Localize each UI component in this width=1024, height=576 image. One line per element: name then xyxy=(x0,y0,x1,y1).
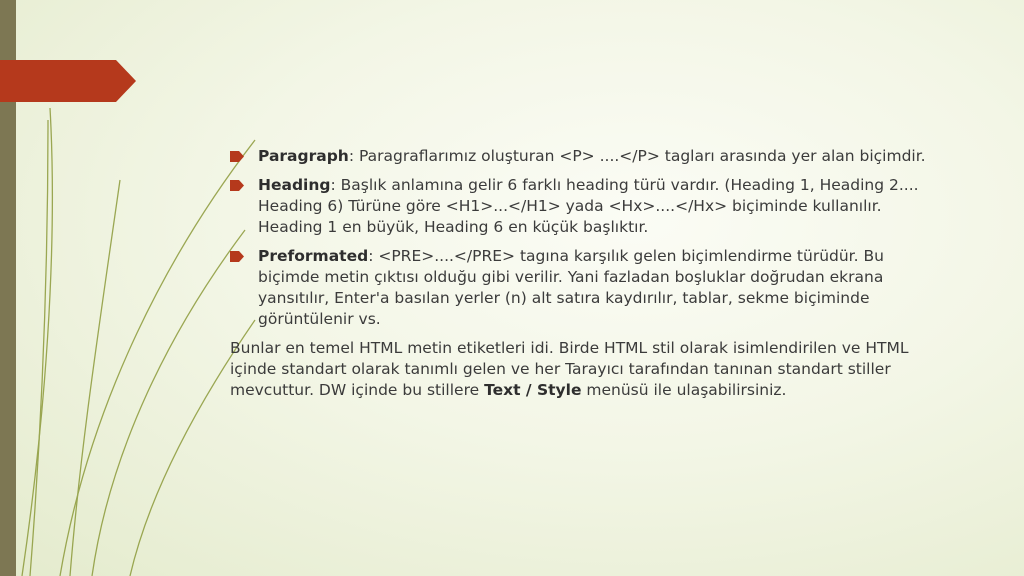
paragraph-text-before: Bunlar en temel HTML metin etiketleri idi. Birde HTML stil olarak isimlendirilen ve HTML içinde standart olarak tanımlı gelen ve her Tarayıcı tarafından tanınan standart stiller mevcuttur. DW içinde bu stillere xyxy=(230,339,909,399)
arrow-bullet-icon xyxy=(230,151,244,162)
slide-content xyxy=(230,146,950,401)
bullet-text: : <PRE>....</PRE> tagına karşılık gelen biçimlendirme türüdür. Bu biçimde metin çıktısı olduğu gibi verilir. Yani fazladan boşluklar doğrudan ekrana yansıtılır, Enter'a basılan yerler (n) alt satıra kaydırılır, tablar, sekme biçiminde görüntülenir vs. xyxy=(258,247,884,328)
bullet-text: : Başlık anlamına gelir 6 farklı heading türü vardır. (Heading 1, Heading 2.... Heading 6) Türüne göre <H1>...</H1> yada <Hx>....</Hx> biçiminde kullanılır. Heading 1 en büyük, Heading 6 en küçük başlıktır. xyxy=(258,176,919,236)
bullet-term: Heading xyxy=(258,176,331,194)
bullet-preformated xyxy=(230,246,950,330)
arrow-bullet-icon xyxy=(230,251,244,262)
bullet-paragraph xyxy=(230,146,950,167)
summary-paragraph xyxy=(230,338,950,401)
accent-arrow-shape xyxy=(0,60,136,102)
arrow-bullet-icon xyxy=(230,180,244,191)
bullet-term: Preformated xyxy=(258,247,369,265)
bullet-text: : Paragraflarımız oluşturan <P> ....</P> tagları arasında yer alan biçimdir. xyxy=(348,147,926,165)
bullet-term: Paragraph xyxy=(258,147,349,165)
paragraph-text-after: menüsü ile ulaşabilirsiniz. xyxy=(581,381,787,399)
paragraph-bold-text: Text / Style xyxy=(484,381,582,399)
bullet-heading xyxy=(230,175,950,238)
